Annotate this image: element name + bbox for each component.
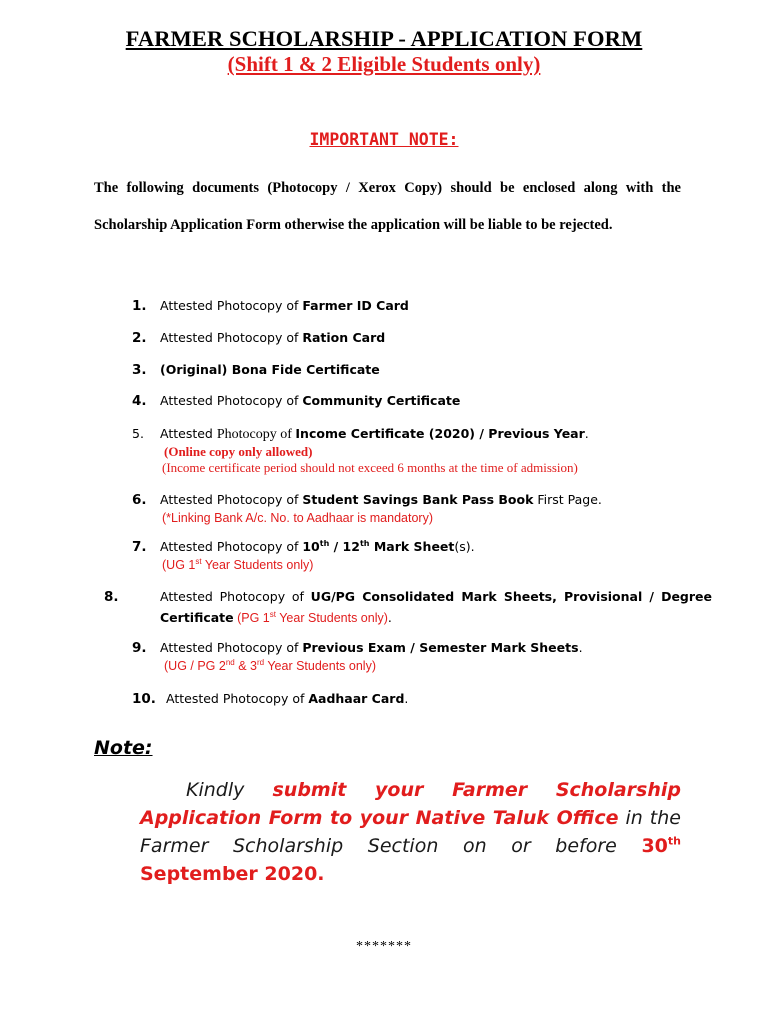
document-item-8: 8. Attested Photocopy of UG/PG Consolidated Mark Sheets, Provisional / Degree Certificate (PG 1st Year Students only). <box>104 589 713 625</box>
intro-paragraph: The following documents (Photocopy / Xerox Copy) should be enclosed along with the Scholarship Application Form otherwise the application will be liable to be rejected. <box>94 180 681 233</box>
form-subtitle: (Shift 1 & 2 Eligible Students only) <box>227 52 541 76</box>
document-item-7: 7. Attested Photocopy of 10th / 12th Mark Sheet(s). (UG 1st Year Students only) <box>132 537 684 573</box>
item-6-note: (*Linking Bank A/c. No. to Aadhaar is mandatory) <box>162 511 433 525</box>
item-7-note: (UG 1st Year Students only) <box>162 556 314 572</box>
document-item-1: 1. Attested Photocopy of Farmer ID Card <box>132 298 409 314</box>
document-item-3: 3. (Original) Bona Fide Certificate <box>132 362 380 378</box>
form-title: FARMER SCHOLARSHIP - APPLICATION FORM <box>125 26 643 51</box>
end-marker: ******* <box>356 939 412 954</box>
note-paragraph: Kindly submit your Farmer Scholarship Application Form to your Native Taluk Office in the Farmer Scholarship Section on or before 30th September 2020. <box>140 779 682 885</box>
item-5-note-online: (Online copy only allowed) <box>164 444 313 459</box>
document-item-5: 5. Attested Photocopy of Income Certificate (2020) / Previous Year. (Online copy only allowed) (Income certificate period should not exceed 6 months at the time of admission) <box>132 424 684 476</box>
document-item-6: 6. Attested Photocopy of Student Savings Bank Pass Book First Page. (*Linking Bank A/c. No. to Aadhaar is mandatory) <box>132 490 684 526</box>
item-9-note: (UG / PG 2nd & 3rd Year Students only) <box>164 657 376 673</box>
note-heading: Note: <box>94 737 153 759</box>
document-item-10: 10. Attested Photocopy of Aadhaar Card. <box>132 691 409 707</box>
document-item-4: 4. Attested Photocopy of Community Certificate <box>132 393 461 409</box>
important-note-heading: IMPORTANT NOTE: <box>309 130 459 149</box>
document-item-2: 2. Attested Photocopy of Ration Card <box>132 330 386 346</box>
document-item-9: 9. Attested Photocopy of Previous Exam / Semester Mark Sheets. (UG / PG 2nd & 3rd Year Students only) <box>132 638 684 674</box>
item-5-note-period: (Income certificate period should not exceed 6 months at the time of admission) <box>162 460 578 475</box>
